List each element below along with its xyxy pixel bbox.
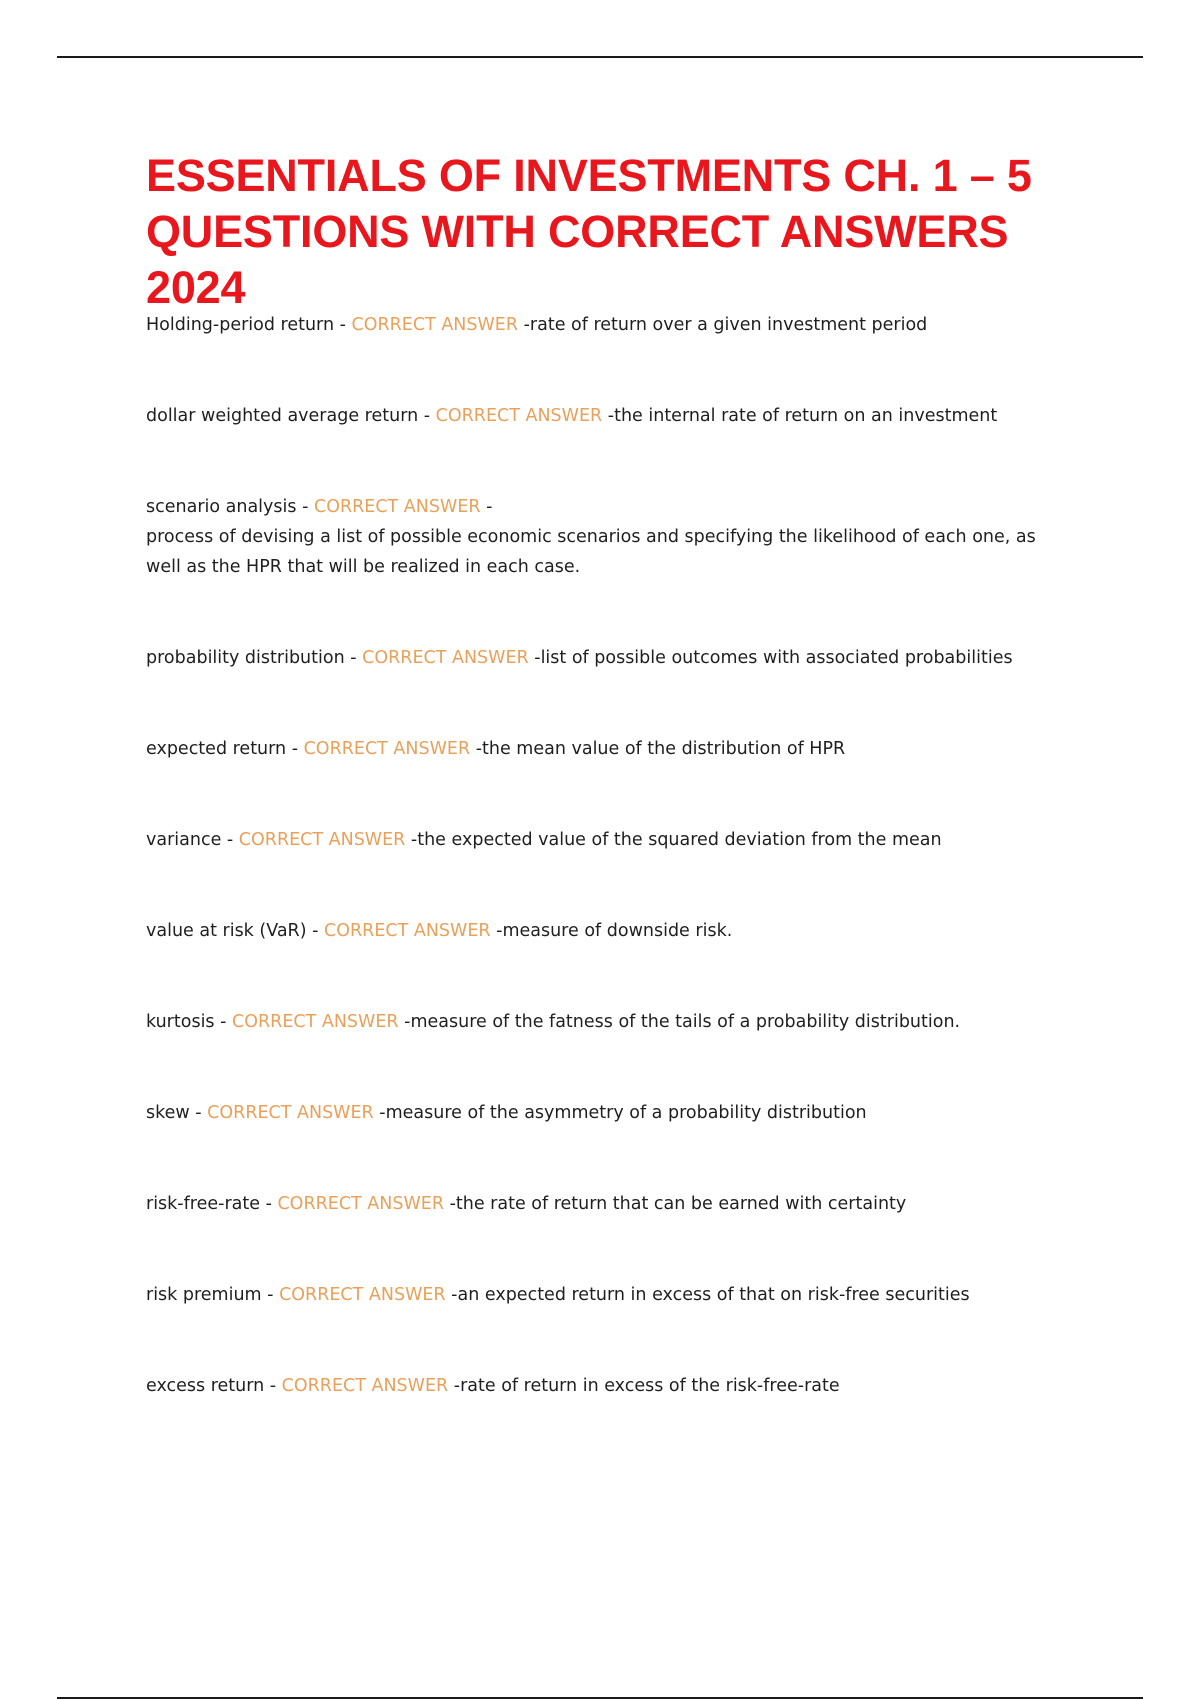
correct-answer-label: CORRECT ANSWER (232, 1012, 399, 1032)
correct-answer-label: CORRECT ANSWER (277, 1194, 444, 1214)
term: kurtosis (146, 1012, 215, 1032)
definition: process of devising a list of possible economic scenarios and specifying the likelihood of each one, as well as the HPR that will be realized in each case. (146, 527, 1036, 577)
term: excess return (146, 1376, 265, 1396)
qa-entry: risk-free-rate - CORRECT ANSWER -the rate of return that can be earned with certainty (146, 1194, 907, 1214)
term: value at risk (VaR) (146, 921, 307, 941)
correct-answer-label: CORRECT ANSWER (303, 739, 471, 759)
definition: an expected return in excess of that on risk-free securities (457, 1285, 970, 1305)
definition: the internal rate of return on an investment (614, 406, 998, 426)
correct-answer-label: CORRECT ANSWER (435, 406, 603, 426)
correct-answer-label: CORRECT ANSWER (362, 648, 529, 668)
term: risk premium (146, 1285, 262, 1305)
definition: measure of the fatness of the tails of a probability distribution. (410, 1012, 961, 1032)
term: dollar weighted average return (146, 406, 419, 426)
term: risk-free-rate (146, 1194, 260, 1214)
definition: rate of return over a given investment period (529, 315, 928, 335)
term: skew (146, 1103, 190, 1123)
definition: measure of the asymmetry of a probability distribution (385, 1103, 867, 1123)
qa-entry: kurtosis - CORRECT ANSWER -measure of the fatness of the tails of a probability distribution. (146, 1012, 961, 1032)
definition: the mean value of the distribution of HPR (482, 739, 846, 759)
qa-entry: variance - CORRECT ANSWER -the expected value of the squared deviation from the mean (146, 830, 942, 850)
qa-entry: skew - CORRECT ANSWER -measure of the asymmetry of a probability distribution (146, 1103, 867, 1123)
definition: list of possible outcomes with associated probabilities (540, 648, 1013, 668)
definition: rate of return in excess of the risk-free-rate (460, 1376, 840, 1396)
term: probability distribution (146, 648, 345, 668)
correct-answer-label: CORRECT ANSWER (324, 921, 491, 941)
qa-entry: excess return - CORRECT ANSWER -rate of return in excess of the risk-free-rate (146, 1376, 840, 1396)
correct-answer-label: CORRECT ANSWER (238, 830, 406, 850)
correct-answer-label: CORRECT ANSWER (351, 315, 519, 335)
top-rule (57, 56, 1143, 58)
correct-answer-label: CORRECT ANSWER (313, 497, 481, 517)
qa-entry: value at risk (VaR) - CORRECT ANSWER -measure of downside risk. (146, 921, 733, 941)
definition: measure of downside risk. (502, 921, 733, 941)
qa-entry: Holding-period return - CORRECT ANSWER -rate of return over a given investment period (146, 315, 928, 335)
qa-entry: probability distribution - CORRECT ANSWER -list of possible outcomes with associated probabilities (146, 648, 1013, 668)
qa-entry: expected return - CORRECT ANSWER -the mean value of the distribution of HPR (146, 739, 846, 759)
qa-entry: risk premium - CORRECT ANSWER -an expected return in excess of that on risk-free securities (146, 1285, 970, 1305)
qa-entry: scenario analysis - CORRECT ANSWER - process of devising a list of possible economic scenarios and specifying the likelihood of each one, as well as the HPR that will be realized in each case. (146, 492, 1076, 582)
document-title: ESSENTIALS OF INVESTMENTS CH. 1 – 5 QUESTIONS WITH CORRECT ANSWERS 2024 (146, 150, 1032, 313)
term: variance (146, 830, 222, 850)
correct-answer-label: CORRECT ANSWER (281, 1376, 449, 1396)
correct-answer-label: CORRECT ANSWER (207, 1103, 374, 1123)
correct-answer-label: CORRECT ANSWER (279, 1285, 446, 1305)
term: expected return (146, 739, 287, 759)
term: scenario analysis (146, 497, 297, 517)
definition: the expected value of the squared deviation from the mean (417, 830, 942, 850)
qa-list (146, 310, 1076, 1462)
definition: the rate of return that can be earned with certainty (455, 1194, 907, 1214)
bottom-rule (57, 1697, 1143, 1699)
term: Holding-period return (146, 315, 335, 335)
qa-entry: dollar weighted average return - CORRECT ANSWER -the internal rate of return on an investment (146, 406, 998, 426)
